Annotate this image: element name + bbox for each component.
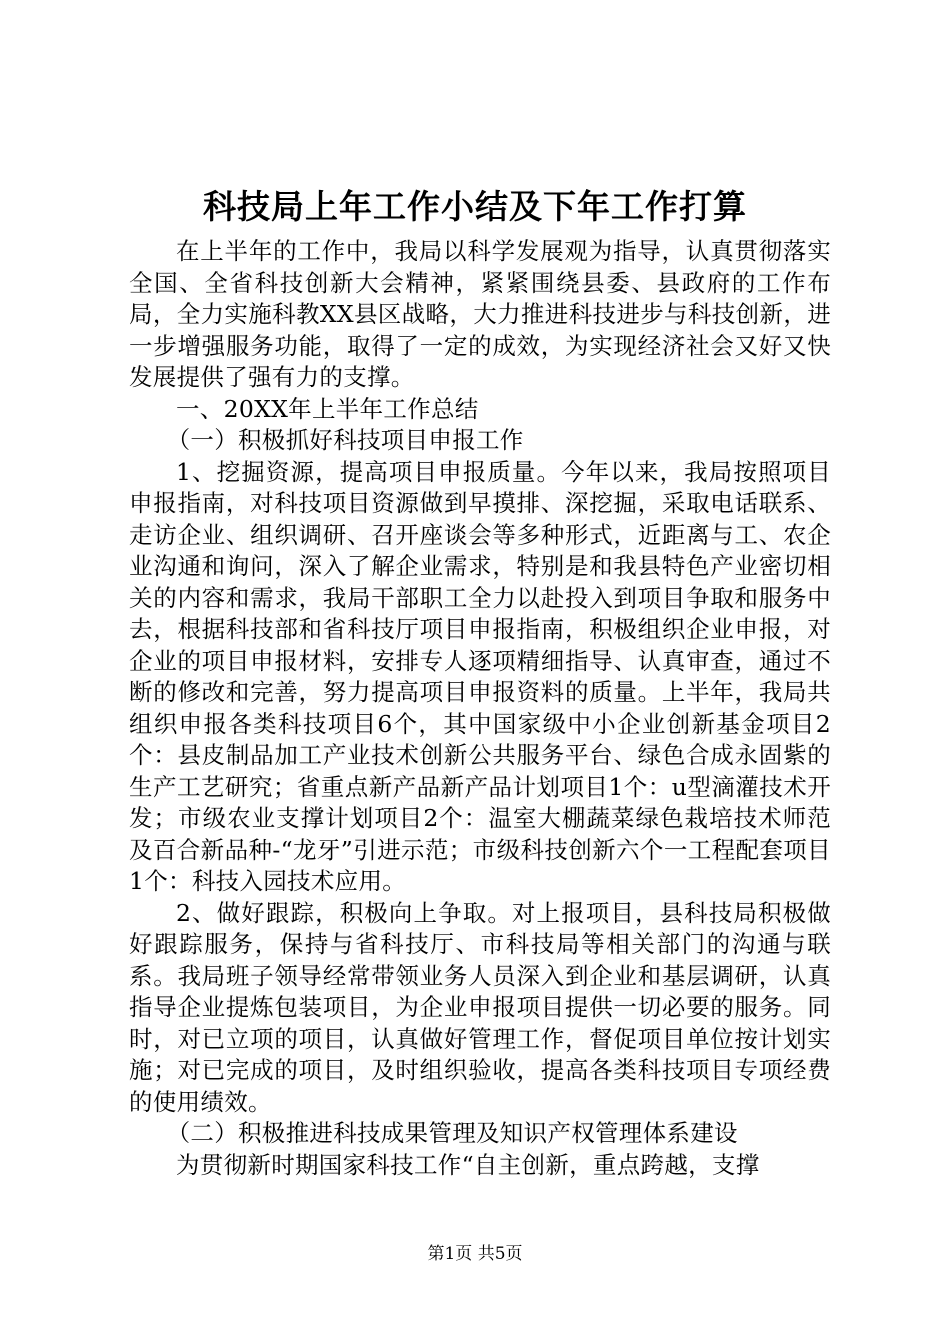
document-body	[129, 236, 831, 1181]
subsection-heading-2: （二）积极推进科技成果管理及知识产权管理体系建设	[166, 1119, 738, 1147]
intro-paragraph: 在上半年的工作中，我局以科学发展观为指导，认真贯彻落实全国、全省科技创新大会精神，紧紧围绕县委、县政府的工作布局，全力实施科教XX县区战略，大力推进科技进步与科技创新，进一步增强服务功能，取得了一定的成效，为实现经济社会又好又快发展提供了强有力的支撑。	[129, 237, 831, 391]
paragraph-continued: 为贯彻新时期国家科技工作“自主创新，重点跨越，支撑	[176, 1150, 760, 1179]
subsection-heading-1: （一）积极抓好科技项目申报工作	[166, 426, 524, 454]
page-footer: 第1页 共5页	[427, 1244, 523, 1264]
document-title: 科技局上年工作小结及下年工作打算	[203, 187, 747, 226]
paragraph-item-1: 1、挖掘资源，提高项目申报质量。今年以来，我局按照项目申报指南，对科技项目资源做到早摸排、深挖掘，采取电话联系、走访企业、组织调研、召开座谈会等多种形式，近距离与工、农企业沟通和询问，深入了解企业需求，特别是和我县特色产业密切相关的内容和需求，我局干部职工全力以赴投入到项目争取和服务中去，根据科技部和省科技厅项目申报指南，积极组织企业申报，对企业的项目申报材料，安排专人逐项精细指导、认真审查，通过不断的修改和完善，努力提高项目申报资料的质量。上半年，我局共组织申报各类科技项目6个，其中国家级中小企业创新基金项目2个：县皮制品加工产业技术创新公共服务平台、绿色合成永固紫的生产工艺研究；省重点新产品新产品计划项目1个：u型滴灌技术开发；市级农业支撑计划项目2个：温室大棚蔬菜绿色栽培技术师范及百合新品种-“龙牙”引进示范；市级科技创新六个一工程配套项目1个：科技入园技术应用。	[129, 457, 831, 895]
paragraph-item-2: 2、做好跟踪，积极向上争取。对上报项目，县科技局积极做好跟踪服务，保持与省科技厅、市科技局等相关部门的沟通与联系。我局班子领导经常带领业务人员深入到企业和基层调研，认真指导企业提炼包装项目，为企业申报项目提供一切必要的服务。同时，对已立项的项目，认真做好管理工作，督促项目单位按计划实施；对已完成的项目，及时组织验收，提高各类科技项目专项经费的使用绩效。	[129, 898, 831, 1116]
section-heading-1: 一、20XX年上半年工作总结	[176, 394, 479, 423]
